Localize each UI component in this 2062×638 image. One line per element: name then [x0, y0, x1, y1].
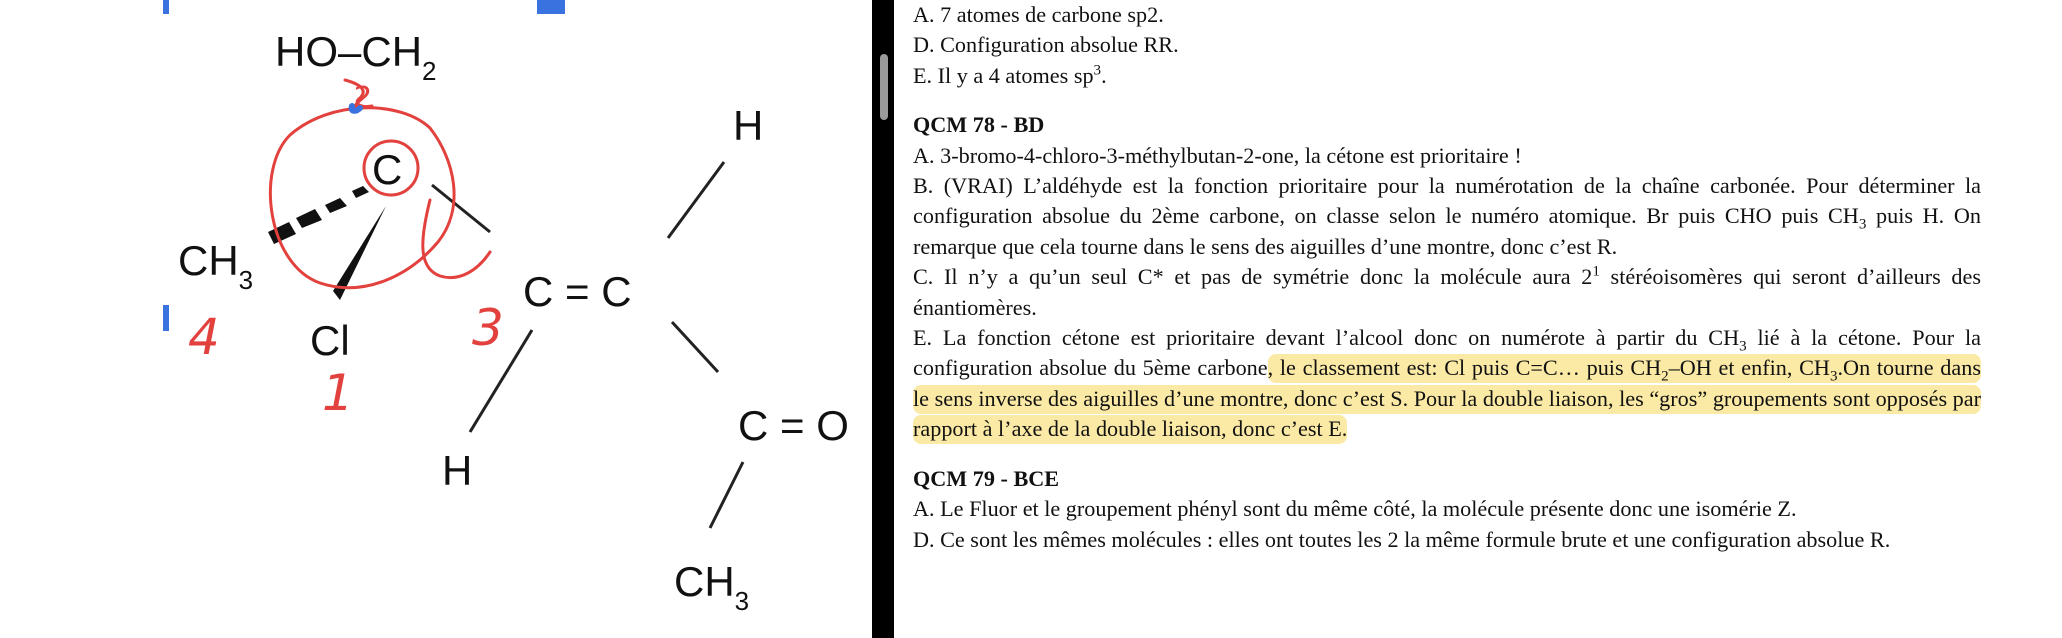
q77-answer-e: E. Il y a 4 atomes $sp^3$.: [913, 62, 1107, 88]
q79-heading: QCM 79 - BCE: [913, 465, 1060, 491]
q77-answer-a: A. 7 atomes de carbone sp2.: [913, 2, 1164, 27]
bond-h-top: [668, 162, 724, 238]
bond-co-ch3: [710, 462, 743, 528]
label-center-carbon: C: [372, 146, 403, 193]
bond-c-to-co: [672, 322, 718, 372]
q79-answer-d: D. Ce sont les mêmes molécules : elles ont toutes les 2 la même formule brute et une configuration absolue R.: [913, 526, 1891, 552]
molecule-drawing-pane: [0, 0, 870, 638]
scrollbar-thumb[interactable]: [880, 54, 888, 120]
label-ch3-left: $CH_3$: [178, 237, 254, 295]
highlighted-passage: , le classement est: Cl puis C=C… puis $CH_2-OH$ et enfin, $CH_3.On$ tourne dans le sens inverse des aiguilles d’une montre, donc c’est S. Pour la double liaison, les “gros” groupements sont opposés par rapport à l’axe de la double liaison, donc c’est E.: [913, 354, 1981, 444]
q78-answer-b: B. (VRAI) L’aldéhyde est la fonction prioritaire pour la numérotation de la chaîne carbonée. Pour déterminer la configuration absolue du 2ème carbone, on classe selon le numéro atomique. Br puis CHO puis $CH_3$ puis H. On remarque que cela tourne dans le sens des aiguilles d’une montre, donc c’est R.: [913, 173, 1981, 259]
label-c-double-o: C = O: [738, 402, 849, 449]
q78-heading: QCM 78 - BD: [913, 112, 1045, 138]
red-rank-4: 4: [188, 308, 220, 366]
molecule-svg: [0, 0, 870, 638]
q79-answer-a: A. Le Fluor et le groupement phényl sont du même côté, la molécule présente donc une isomérie Z.: [913, 496, 1797, 522]
q78-answer-e: E. La fonction cétone est prioritaire devant l’alcool donc on numérote à partir du $CH_3$ lié à la cétone. Pour la configuration absolue du 5ème carbone, le classement est: Cl puis C=C… puis $CH_2-OH$ et enfin, $CH_3.On$ tourne dans le sens inverse des aiguilles d’une montre, donc c’est S. Pour la double liaison, les “gros” groupements sont opposés par rapport à l’axe de la double liaison, donc c’est E.: [913, 323, 1981, 445]
dashed-wedge: [268, 186, 369, 244]
q77-answer-d: D. Configuration absolue RR.: [913, 32, 1179, 58]
bond-center-to-ccc: [432, 185, 490, 232]
label-ho-ch2: $HO-CH_2$: [275, 28, 437, 86]
q78-answer-a: A. 3-bromo-4-chloro-3-méthylbutan-2-one, la cétone est prioritaire !: [913, 142, 1522, 168]
red-rotation-arrow: [423, 200, 490, 278]
q78-answer-c: C. Il n’y a qu’un seul C* et pas de symétrie donc la molécule aura $2^1$ stéréoisomères qui seront d’ailleurs des énantiomères.: [913, 263, 1981, 320]
red-rank-3: 3: [472, 299, 504, 357]
label-ch3-bottom: $CH_3$: [674, 558, 750, 616]
document-pane: [913, 0, 1981, 638]
label-c-double-c: C = C: [523, 268, 632, 315]
label-cl: Cl: [310, 317, 350, 364]
label-h-bottom: H: [442, 447, 473, 494]
red-rank-1: 1: [322, 364, 354, 422]
label-h-top: H: [733, 102, 764, 149]
red-rank-2: 2: [352, 81, 372, 116]
